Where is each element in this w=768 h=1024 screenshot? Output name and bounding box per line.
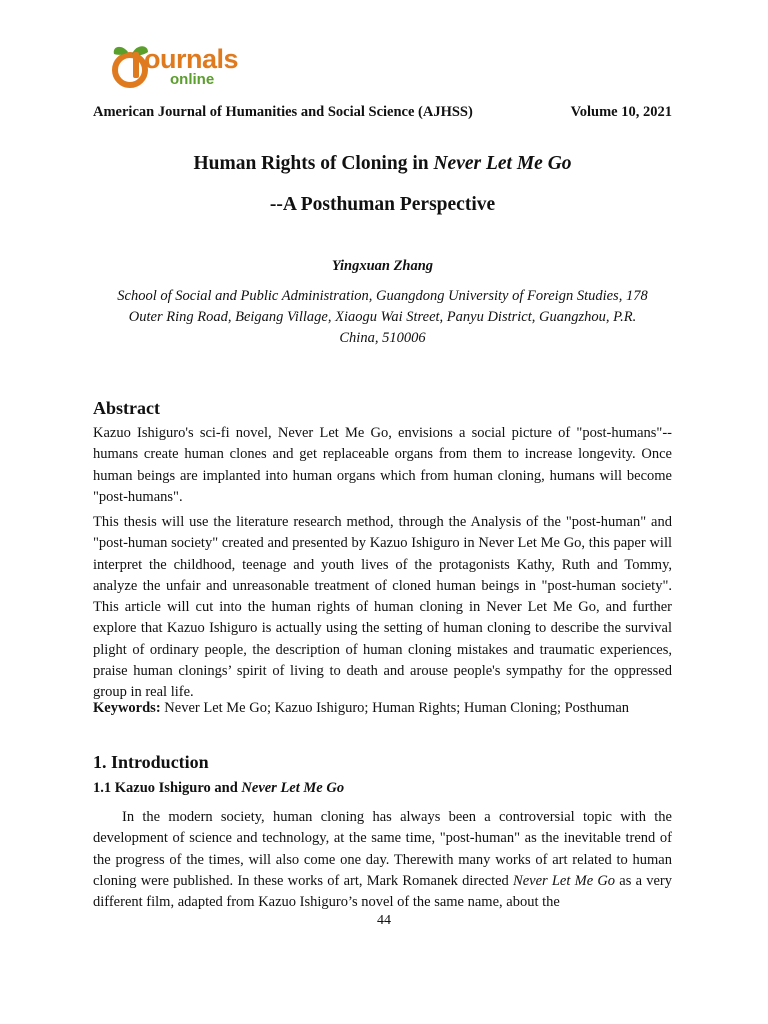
author-name: Yingxuan Zhang bbox=[331, 258, 434, 274]
logo-wordmark: ournals bbox=[144, 44, 239, 74]
volume-label: Volume 10, 2021 bbox=[570, 104, 672, 120]
journal-name: American Journal of Humanities and Social Science (AJHSS) bbox=[93, 104, 473, 120]
page-number: 44 bbox=[377, 913, 391, 928]
intro-film-title: Never Let Me Go bbox=[513, 872, 616, 889]
keywords-list: Never Let Me Go; Kazuo Ishiguro; Human Rights; Human Cloning; Posthuman bbox=[160, 700, 630, 716]
intro-tail: as a very different film, adapted from Kazuo Ishiguro’s novel of the same name, about the bbox=[93, 872, 672, 911]
logo-subtext: online bbox=[170, 71, 215, 88]
subsection-heading bbox=[93, 780, 344, 797]
abstract-heading: Abstract bbox=[93, 398, 160, 418]
subsection-text: 1.1 Kazuo Ishiguro and bbox=[93, 780, 242, 796]
journals-online-logo bbox=[108, 42, 258, 90]
article-title bbox=[93, 153, 672, 175]
abstract-paragraph-2: This thesis will use the literature research method, through the Analysis of the "post-human" and "post-human society" created and presented by Kazuo Ishiguro in Never Let Me Go, this paper will interpret the childhood, teenage and youth lives of the protagonists Kathy, Ruth and Tommy, analyze the unfair and unreasonable treatment of cloned human beings in "post-human society". This article will cut into the human rights of human cloning in Never Let Me Go, and further explore that Kazuo Ishiguro is actually using the setting of human cloning to describe the survival plight of ordinary people, the description of human cloning mistakes and traumatic experiences, praise human clonings’ spirit of living to death and arouse people's sympathy for the oppressed group in real life. bbox=[93, 514, 672, 701]
affiliation-line: China, 510006 bbox=[339, 330, 426, 346]
affiliation-line: School of Social and Public Administration, Guangdong University of Foreign Studies, 178 bbox=[117, 288, 648, 304]
author-affiliation bbox=[93, 286, 672, 349]
introduction-paragraph-1 bbox=[93, 807, 672, 913]
affiliation-line: Outer Ring Road, Beigang Village, Xiaogu Wai Street, Panyu District, Guangzhou, P.R. bbox=[128, 309, 637, 325]
title-book-name: Never Let Me Go bbox=[433, 153, 572, 174]
keywords-line bbox=[93, 698, 672, 719]
article-subtitle: --A Posthuman Perspective bbox=[269, 194, 496, 215]
abstract-paragraph-1: Kazuo Ishiguro's sci-fi novel, Never Let Me Go, envisions a social picture of "post-humans"--humans create human clones and get replaceable organs from them to increase longevity. Once human beings are implanted into human organs which from human cloning, humans will become "post-humans". bbox=[93, 425, 672, 505]
subsection-book-name: Never Let Me Go bbox=[241, 780, 345, 796]
keywords-label: Keywords: bbox=[93, 700, 161, 716]
introduction-heading: 1. Introduction bbox=[93, 752, 209, 772]
intro-text: In the modern society, human cloning has always been a controversial topic with the development of science and technology, at the same time, "post-human" as the inevitable trend of the progress of the times, will also come one day. Therewith many works of art related to human cloning were published. In these works of art, Mark Romanek directed bbox=[93, 809, 672, 889]
title-text: Human Rights of Cloning in bbox=[193, 153, 434, 174]
running-header bbox=[93, 104, 672, 121]
